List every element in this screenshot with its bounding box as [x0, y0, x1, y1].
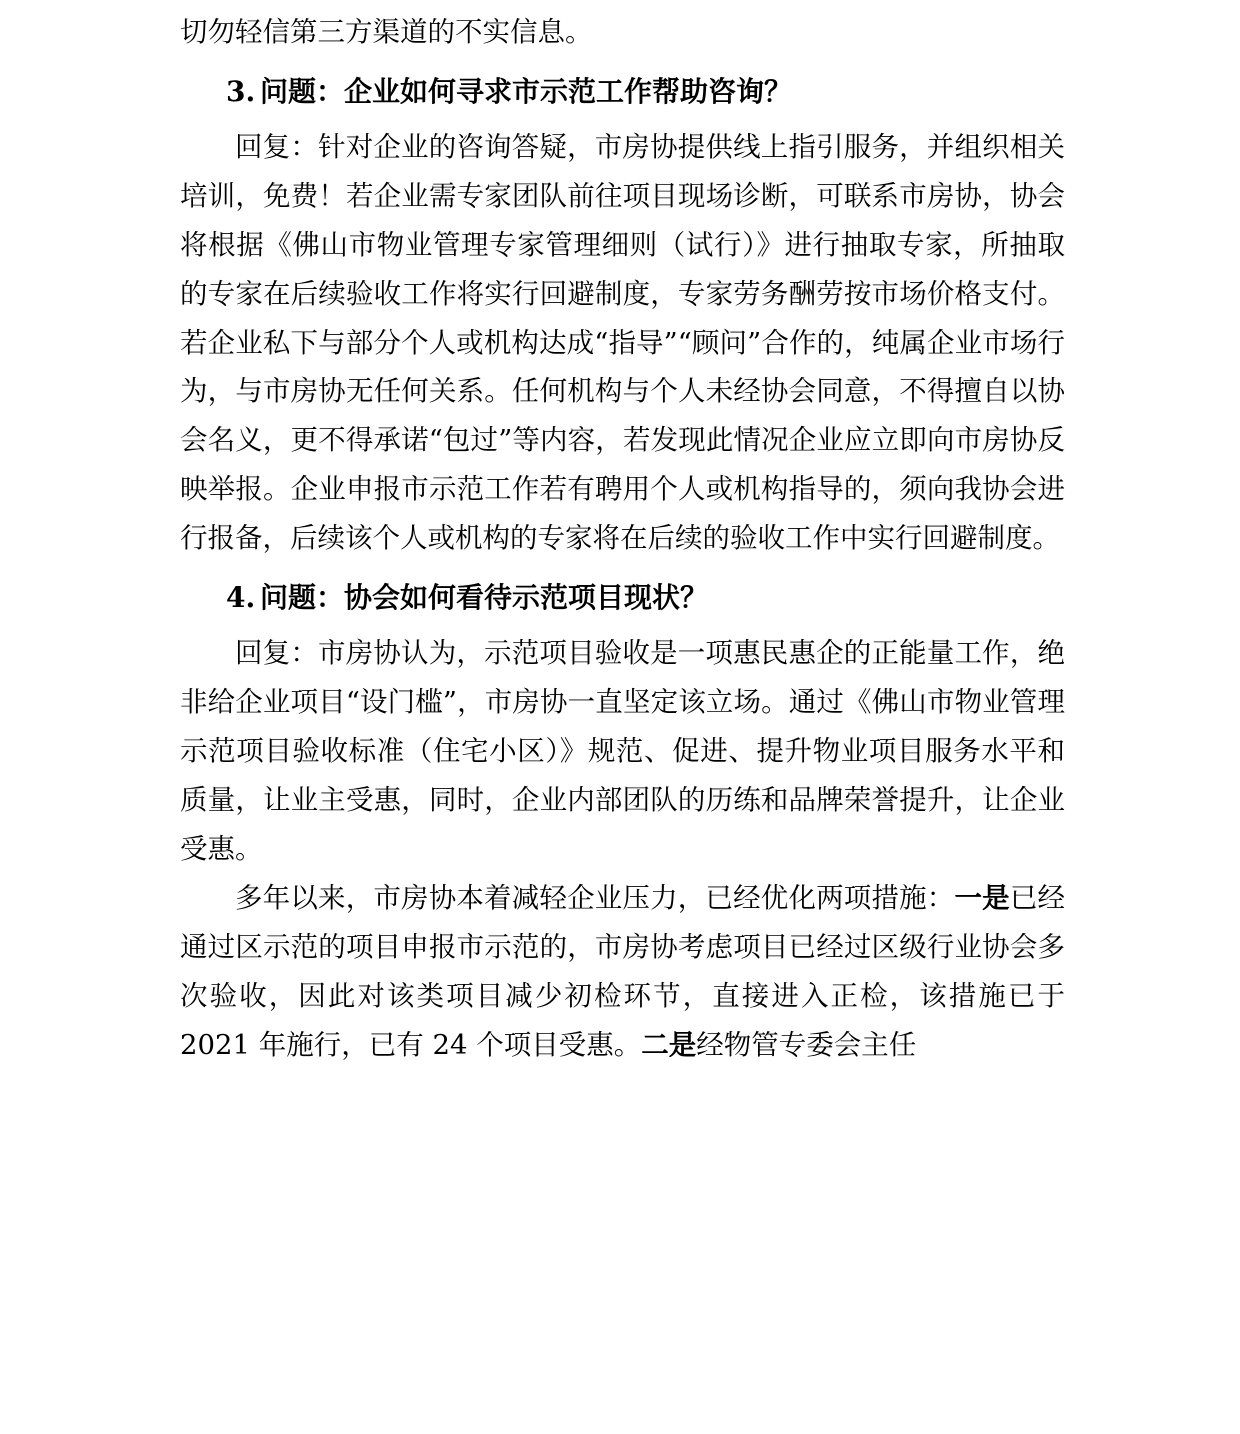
measures-run-4: 经物管专委会主任	[696, 1028, 917, 1061]
document-body	[180, 8, 1065, 1069]
question-number-3: 3.	[226, 74, 256, 108]
question-heading-4	[180, 573, 1065, 623]
paragraph-continuation-top: 切勿轻信第三方渠道的不实信息。	[180, 16, 593, 48]
question-text-4: 问题：协会如何看待示范项目现状？	[260, 581, 709, 615]
question-text-3: 问题：企业如何寻求市示范工作帮助咨询？	[260, 74, 793, 108]
measures-run-1: 一是	[954, 881, 1010, 914]
answer-paragraph-3: 回复：针对企业的咨询答疑，市房协提供线上指引服务，并组织相关培训，免费！若企业需专家团队前往项目现场诊断，可联系市房协，协会将根据《佛山市物业管理专家管理细则（试行）》进行抽取专家，所抽取的专家在后续验收工作将实行回避制度，专家劳务酬劳按市场价格支付。若企业私下与部分个人或机构达成“指导”“顾问”合作的，纯属企业市场行为，与市房协无任何关系。任何机构与个人未经协会同意，不得擅自以协会名义，更不得承诺“包过”等内容，若发现此情况企业应立即向市房协反映举报。企业申报市示范工作若有聘用个人或机构指导的，须向我协会进行报备，后续该个人或机构的专家将在后续的验收工作中实行回避制度。	[180, 130, 1065, 555]
answer-paragraph-4: 回复：市房协认为，示范项目验收是一项惠民惠企的正能量工作，绝非给企业项目“设门槛”，市房协一直坚定该立场。通过《佛山市物业管理示范项目验收标准（住宅小区）》规范、促进、提升物业项目服务水平和质量，让业主受惠，同时，企业内部团队的历练和品牌荣誉提升，让企业受惠。	[180, 637, 1065, 865]
measures-paragraph	[180, 874, 1065, 1070]
measures-run-0: 多年以来，市房协本着减轻企业压力，已经优化两项措施：	[235, 881, 955, 914]
question-heading-3	[180, 67, 1065, 117]
measures-run-2: 已经通过区示范的项目申报市示范的，市房协考虑项目已经过区级行业协会多次验收，因此对该类项目减少初检环节，直接进入正检，该措施已于 2021 年施行，已有 24 个项目受惠。	[180, 881, 1066, 1061]
question-number-4: 4.	[226, 581, 256, 615]
measures-run-3: 二是	[641, 1028, 697, 1061]
